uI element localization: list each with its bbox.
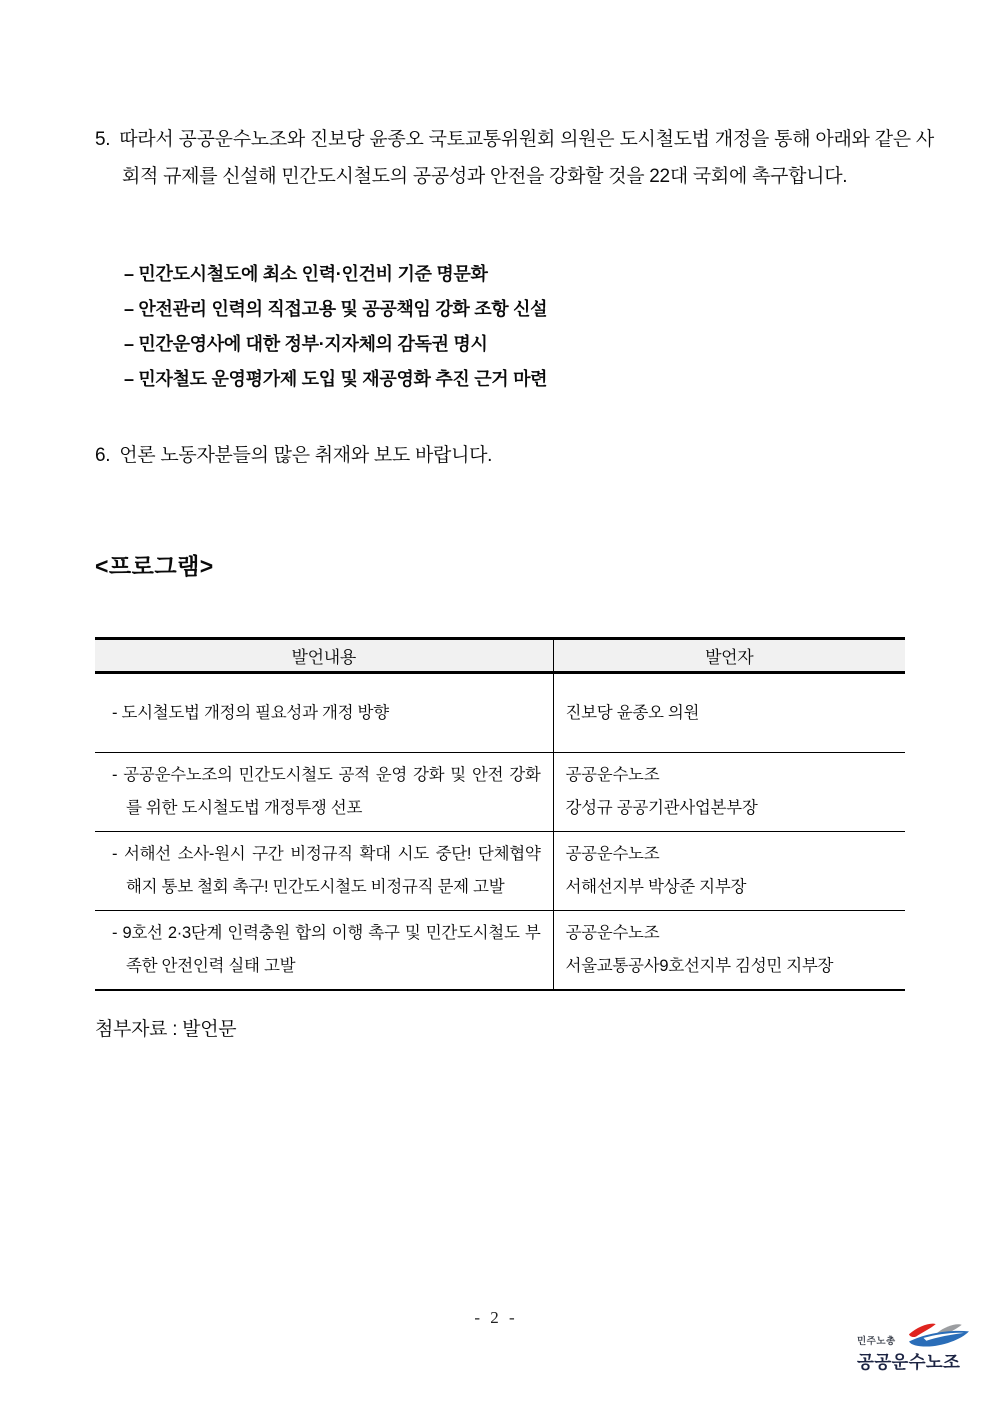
program-table (95, 637, 905, 991)
union-logo (857, 1322, 967, 1374)
demand-item: – 민간도시철도에 최소 인력·인건비 기준 명문화 (124, 264, 488, 284)
union-logo-large-text: 공공운수노조 (857, 1352, 961, 1372)
demand-item: – 민간운영사에 대한 정부·지자체의 감독권 명시 (124, 334, 488, 354)
paragraph-5 (95, 121, 934, 195)
table-header-content: 발언내용 (95, 639, 553, 673)
table-row (95, 832, 905, 911)
table-header-speaker: 발언자 (553, 639, 905, 673)
cell-topic: - 공공운수노조의 민간도시철도 공적 운영 강화 및 안전 강화를 위한 도시철도법 개정투쟁 선포 (95, 753, 553, 832)
paragraph-6-marker: 6. (95, 445, 111, 466)
union-logo-top (857, 1322, 967, 1348)
paragraph-5-marker: 5. (95, 129, 111, 150)
cell-topic: - 도시철도법 개정의 필요성과 개정 방향 (95, 673, 553, 753)
union-flags-icon (898, 1322, 972, 1348)
attachment-note: 첨부자료 : 발언문 (95, 1019, 237, 1040)
cell-speaker: 공공운수노조 강성규 공공기관사업본부장 (553, 753, 905, 832)
demand-item: – 민자철도 운영평가제 도입 및 재공영화 추진 근거 마련 (124, 369, 548, 389)
page-number: - 2 - (474, 1308, 518, 1327)
cell-speaker: 진보당 윤종오 의원 (553, 673, 905, 753)
cell-topic: - 서해선 소사-원시 구간 비정규직 확대 시도 중단! 단체협약 해지 통보 철회 촉구! 민간도시철도 비정규직 문제 고발 (95, 832, 553, 911)
cell-speaker: 공공운수노조 서울교통공사9호선지부 김성민 지부장 (553, 911, 905, 991)
union-logo-small-text: 민주노총 (857, 1336, 896, 1347)
table-row (95, 911, 905, 991)
program-heading: <프로그램> (95, 553, 214, 579)
table-row (95, 753, 905, 832)
paragraph-5-text: 따라서 공공운수노조와 진보당 윤종오 국토교통위원회 의원은 도시철도법 개정을 통해 아래와 같은 사회적 규제를 신설해 민간도시철도의 공공성과 안전을 강화할 것을 22대 국회에 촉구합니다. (119, 129, 934, 187)
demands-list (124, 257, 547, 397)
table-row (95, 673, 905, 753)
cell-topic: - 9호선 2·3단계 인력충원 합의 이행 촉구 및 민간도시철도 부족한 안전인력 실태 고발 (95, 911, 553, 991)
table-header-row (95, 639, 905, 673)
cell-speaker: 공공운수노조 서해선지부 박상준 지부장 (553, 832, 905, 911)
paragraph-6 (95, 437, 822, 474)
paragraph-6-text: 언론 노동자분들의 많은 취재와 보도 바랍니다. (119, 445, 493, 466)
demand-item: – 안전관리 인력의 직접고용 및 공공책임 강화 조항 신설 (124, 299, 548, 319)
